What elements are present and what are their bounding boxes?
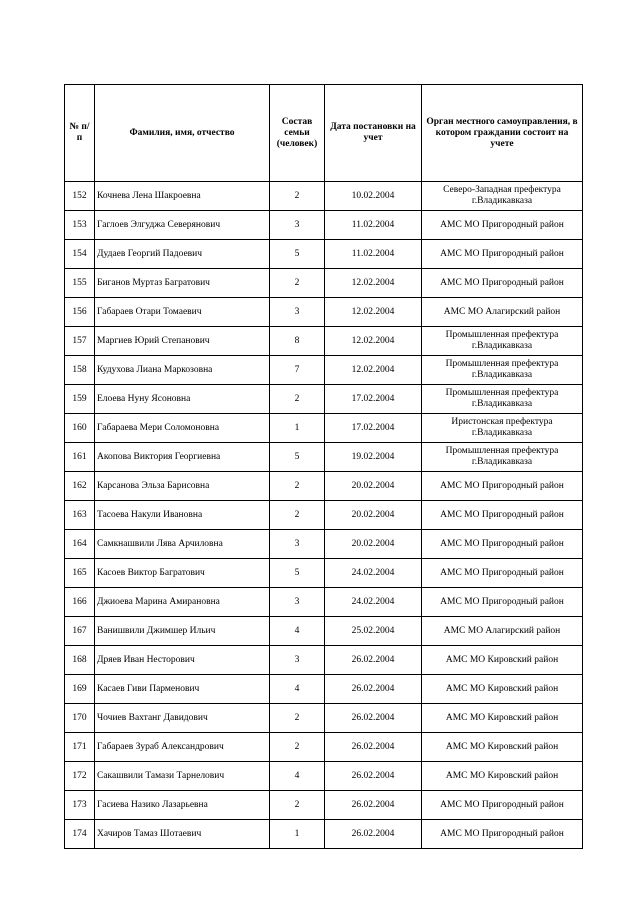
person-name: Тасоева Накули Ивановна	[95, 501, 270, 530]
authority: АМС МО Пригородный район	[422, 588, 583, 617]
row-number: 169	[65, 675, 95, 704]
person-name: Елоева Нуну Ясоновна	[95, 385, 270, 414]
registration-date: 12.02.2004	[325, 298, 422, 327]
registration-date: 26.02.2004	[325, 820, 422, 849]
row-number: 172	[65, 762, 95, 791]
header-family: Состав семьи (человек)	[270, 85, 325, 182]
row-number: 152	[65, 182, 95, 211]
row-number: 156	[65, 298, 95, 327]
table-row	[65, 762, 583, 791]
family-size: 5	[270, 443, 325, 472]
authority: АМС МО Алагирский район	[422, 298, 583, 327]
person-name: Джиоева Марина Амирановна	[95, 588, 270, 617]
row-number: 153	[65, 211, 95, 240]
authority: АМС МО Кировский район	[422, 704, 583, 733]
person-name: Хачиров Тамаз Шотаевич	[95, 820, 270, 849]
authority: АМС МО Кировский район	[422, 733, 583, 762]
family-size: 1	[270, 414, 325, 443]
person-name: Ванишвили Джимшер Ильич	[95, 617, 270, 646]
person-name: Кудухова Лиана Маркозовна	[95, 356, 270, 385]
row-number: 170	[65, 704, 95, 733]
family-size: 3	[270, 646, 325, 675]
header-num: № п/п	[65, 85, 95, 182]
table-row	[65, 675, 583, 704]
registration-date: 20.02.2004	[325, 501, 422, 530]
registration-date: 20.02.2004	[325, 530, 422, 559]
row-number: 160	[65, 414, 95, 443]
family-size: 2	[270, 791, 325, 820]
registration-date: 26.02.2004	[325, 733, 422, 762]
table-row	[65, 327, 583, 356]
authority: АМС МО Пригородный район	[422, 269, 583, 298]
authority: АМС МО Пригородный район	[422, 820, 583, 849]
authority: АМС МО Пригородный район	[422, 559, 583, 588]
person-name: Дряев Иван Несторович	[95, 646, 270, 675]
family-size: 3	[270, 298, 325, 327]
table-row	[65, 646, 583, 675]
row-number: 164	[65, 530, 95, 559]
family-size: 2	[270, 704, 325, 733]
table-row	[65, 588, 583, 617]
family-size: 4	[270, 617, 325, 646]
row-number: 168	[65, 646, 95, 675]
header-name: Фамилия, имя, отчество	[95, 85, 270, 182]
registration-date: 26.02.2004	[325, 704, 422, 733]
registration-date: 12.02.2004	[325, 356, 422, 385]
family-size: 8	[270, 327, 325, 356]
authority: АМС МО Кировский район	[422, 646, 583, 675]
registration-date: 12.02.2004	[325, 327, 422, 356]
row-number: 158	[65, 356, 95, 385]
person-name: Дудаев Георгий Падоевич	[95, 240, 270, 269]
table-row	[65, 298, 583, 327]
registration-date: 26.02.2004	[325, 762, 422, 791]
table-row	[65, 501, 583, 530]
table-row	[65, 733, 583, 762]
registration-date: 12.02.2004	[325, 269, 422, 298]
row-number: 161	[65, 443, 95, 472]
registration-date: 17.02.2004	[325, 385, 422, 414]
family-size: 3	[270, 211, 325, 240]
registration-date: 11.02.2004	[325, 240, 422, 269]
authority: Промышленная префектура г.Владикавказа	[422, 443, 583, 472]
family-size: 4	[270, 675, 325, 704]
registration-date: 25.02.2004	[325, 617, 422, 646]
person-name: Габараев Зураб Александрович	[95, 733, 270, 762]
authority: АМС МО Пригородный район	[422, 240, 583, 269]
authority: Иристонская префектура г.Владикавказа	[422, 414, 583, 443]
registry-table	[64, 84, 583, 849]
row-number: 173	[65, 791, 95, 820]
authority: Промышленная префектура г.Владикавказа	[422, 327, 583, 356]
person-name: Сакашвили Тамази Тарнелович	[95, 762, 270, 791]
person-name: Гасиева Назико Лазарьевна	[95, 791, 270, 820]
table-row	[65, 211, 583, 240]
table-row	[65, 617, 583, 646]
person-name: Кочнева Лена Шакроевна	[95, 182, 270, 211]
row-number: 155	[65, 269, 95, 298]
table-row	[65, 820, 583, 849]
family-size: 3	[270, 530, 325, 559]
table-row	[65, 240, 583, 269]
row-number: 167	[65, 617, 95, 646]
person-name: Габараева Мери Соломоновна	[95, 414, 270, 443]
family-size: 2	[270, 472, 325, 501]
table-row	[65, 385, 583, 414]
authority: АМС МО Алагирский район	[422, 617, 583, 646]
family-size: 2	[270, 269, 325, 298]
registration-date: 17.02.2004	[325, 414, 422, 443]
table-row	[65, 443, 583, 472]
row-number: 162	[65, 472, 95, 501]
authority: Северо-Западная префектура г.Владикавказа	[422, 182, 583, 211]
row-number: 165	[65, 559, 95, 588]
header-date: Дата постановки на учет	[325, 85, 422, 182]
row-number: 159	[65, 385, 95, 414]
family-size: 4	[270, 762, 325, 791]
table-row	[65, 414, 583, 443]
table-row	[65, 472, 583, 501]
table-body	[65, 182, 583, 849]
table-row	[65, 791, 583, 820]
authority: АМС МО Пригородный район	[422, 211, 583, 240]
registration-date: 24.02.2004	[325, 588, 422, 617]
family-size: 2	[270, 182, 325, 211]
registration-date: 26.02.2004	[325, 791, 422, 820]
authority: Промышленная префектура г.Владикавказа	[422, 385, 583, 414]
person-name: Касоев Виктор Багратович	[95, 559, 270, 588]
header-row	[65, 85, 583, 182]
person-name: Самкнашвили Лява Арчиловна	[95, 530, 270, 559]
family-size: 3	[270, 588, 325, 617]
authority: АМС МО Пригородный район	[422, 791, 583, 820]
registration-date: 24.02.2004	[325, 559, 422, 588]
table-row	[65, 530, 583, 559]
table-row	[65, 182, 583, 211]
header-org: Орган местного самоуправления, в котором граждании состоит на учете	[422, 85, 583, 182]
person-name: Акопова Виктория Георгиевна	[95, 443, 270, 472]
table-row	[65, 269, 583, 298]
registration-date: 10.02.2004	[325, 182, 422, 211]
row-number: 166	[65, 588, 95, 617]
family-size: 2	[270, 385, 325, 414]
row-number: 154	[65, 240, 95, 269]
table-row	[65, 356, 583, 385]
family-size: 5	[270, 240, 325, 269]
person-name: Габараев Отари Томаевич	[95, 298, 270, 327]
row-number: 171	[65, 733, 95, 762]
registration-date: 19.02.2004	[325, 443, 422, 472]
person-name: Чочиев Вахтанг Давидович	[95, 704, 270, 733]
family-size: 5	[270, 559, 325, 588]
registration-date: 11.02.2004	[325, 211, 422, 240]
person-name: Касаев Гиви Парменович	[95, 675, 270, 704]
registration-date: 20.02.2004	[325, 472, 422, 501]
family-size: 1	[270, 820, 325, 849]
table-row	[65, 559, 583, 588]
person-name: Маргиев Юрий Степанович	[95, 327, 270, 356]
row-number: 157	[65, 327, 95, 356]
family-size: 7	[270, 356, 325, 385]
authority: АМС МО Пригородный район	[422, 530, 583, 559]
authority: АМС МО Кировский район	[422, 762, 583, 791]
authority: Промышленная префектура г.Владикавказа	[422, 356, 583, 385]
family-size: 2	[270, 501, 325, 530]
registration-date: 26.02.2004	[325, 646, 422, 675]
person-name: Карсанова Эльза Барисовна	[95, 472, 270, 501]
authority: АМС МО Пригородный район	[422, 501, 583, 530]
row-number: 174	[65, 820, 95, 849]
person-name: Биганов Муртаз Багратович	[95, 269, 270, 298]
authority: АМС МО Кировский район	[422, 675, 583, 704]
person-name: Гаглоев Элгуджа Северянович	[95, 211, 270, 240]
authority: АМС МО Пригородный район	[422, 472, 583, 501]
row-number: 163	[65, 501, 95, 530]
registration-date: 26.02.2004	[325, 675, 422, 704]
family-size: 2	[270, 733, 325, 762]
table-row	[65, 704, 583, 733]
